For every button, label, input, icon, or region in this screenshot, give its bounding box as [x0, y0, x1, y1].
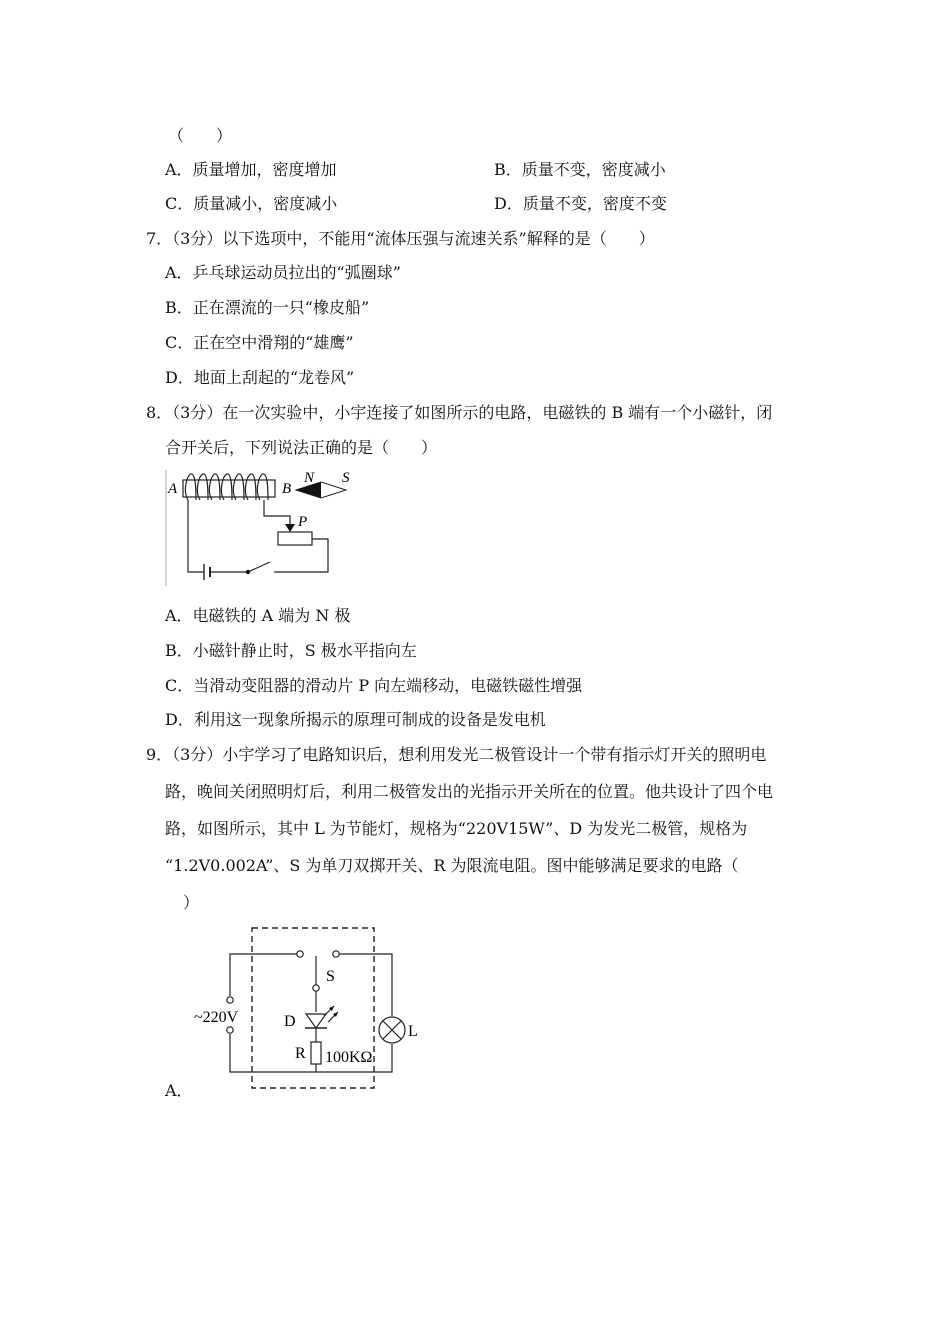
q9-resistor-label: R [295, 1045, 306, 1062]
q7-option-d: D．地面上刮起的“龙卷风” [165, 368, 355, 387]
q8-rheostat [278, 532, 312, 545]
q9-switch-label: S [326, 968, 335, 985]
q9-diode-label: D [284, 1013, 296, 1030]
q8-option-a: A．电磁铁的 A 端为 N 极 [165, 606, 351, 625]
q8-label-s: S [342, 470, 350, 486]
q9-diode-icon [306, 1014, 326, 1028]
q6-answer-bracket: （ ） [168, 126, 233, 145]
q8-label-p: P [298, 514, 308, 530]
q8-label-n: N [304, 470, 315, 486]
q6-option-c: C．质量减小，密度减小 [165, 194, 338, 213]
q8-option-d: D．利用这一现象所揭示的原理可制成的设备是发电机 [165, 710, 546, 729]
q8-option-c: C．当滑动变阻器的滑动片 P 向左端移动，电磁铁磁性增强 [165, 676, 583, 695]
q9-stem-line5: ） [183, 893, 200, 912]
q9-resistance-label: 100KΩ [325, 1049, 373, 1066]
q6-option-b: B．质量不变，密度减小 [494, 160, 666, 179]
q9-option-a: A． [165, 1081, 193, 1100]
q6-option-d: D．质量不变，密度不变 [494, 194, 667, 213]
q9-lamp-label: L [408, 1023, 418, 1040]
q8-label-b: B [282, 481, 292, 497]
q8-option-b: B．小磁针静止时，S 极水平指向左 [165, 641, 417, 660]
q9-circuit-a-figure [190, 926, 430, 1096]
q7-option-b: B．正在漂流的一只“橡皮船” [165, 298, 370, 317]
q8-stem-line2: 合开关后，下列说法正确的是（ ） [165, 438, 438, 457]
q9-voltage-label: ~220V [194, 1009, 239, 1026]
q9-resistor [311, 1042, 321, 1064]
q9-stem-line4: “1.2V0.002A”、S 为单刀双掷开关、R 为限流电阻。图中能够满足要求的电路（ [165, 856, 739, 875]
q9-stem-line3: 路，如图所示，其中 L 为节能灯，规格为“220V15W”、D 为发光二极管，规格为 [165, 819, 748, 838]
q6-option-a: A．质量增加，密度增加 [165, 160, 337, 179]
q8-electromagnet-circuit-figure [166, 468, 366, 588]
q7-option-a: A．乒乓球运动员拉出的“弧圈球” [165, 263, 401, 282]
q9-stem-line2: 路，晚间关闭照明灯后，利用二极管发出的光指示开关所在的位置。他共设计了四个电 [165, 782, 774, 801]
q8-label-a: A [168, 481, 178, 497]
q7-stem: 7．（3分）以下选项中，不能用“流体压强与流速关系”解释的是（ ） [146, 229, 655, 248]
q9-stem-line1: 9．（3分）小宇学习了电路知识后，想利用发光二极管设计一个带有指示灯开关的照明电 [146, 745, 767, 764]
q8-stem-line1: 8．（3分）在一次实验中，小宇连接了如图所示的电路，电磁铁的 B 端有一个小磁针，闭 [146, 403, 773, 422]
q7-option-c: C．正在空中滑翔的“雄鹰” [165, 333, 354, 352]
